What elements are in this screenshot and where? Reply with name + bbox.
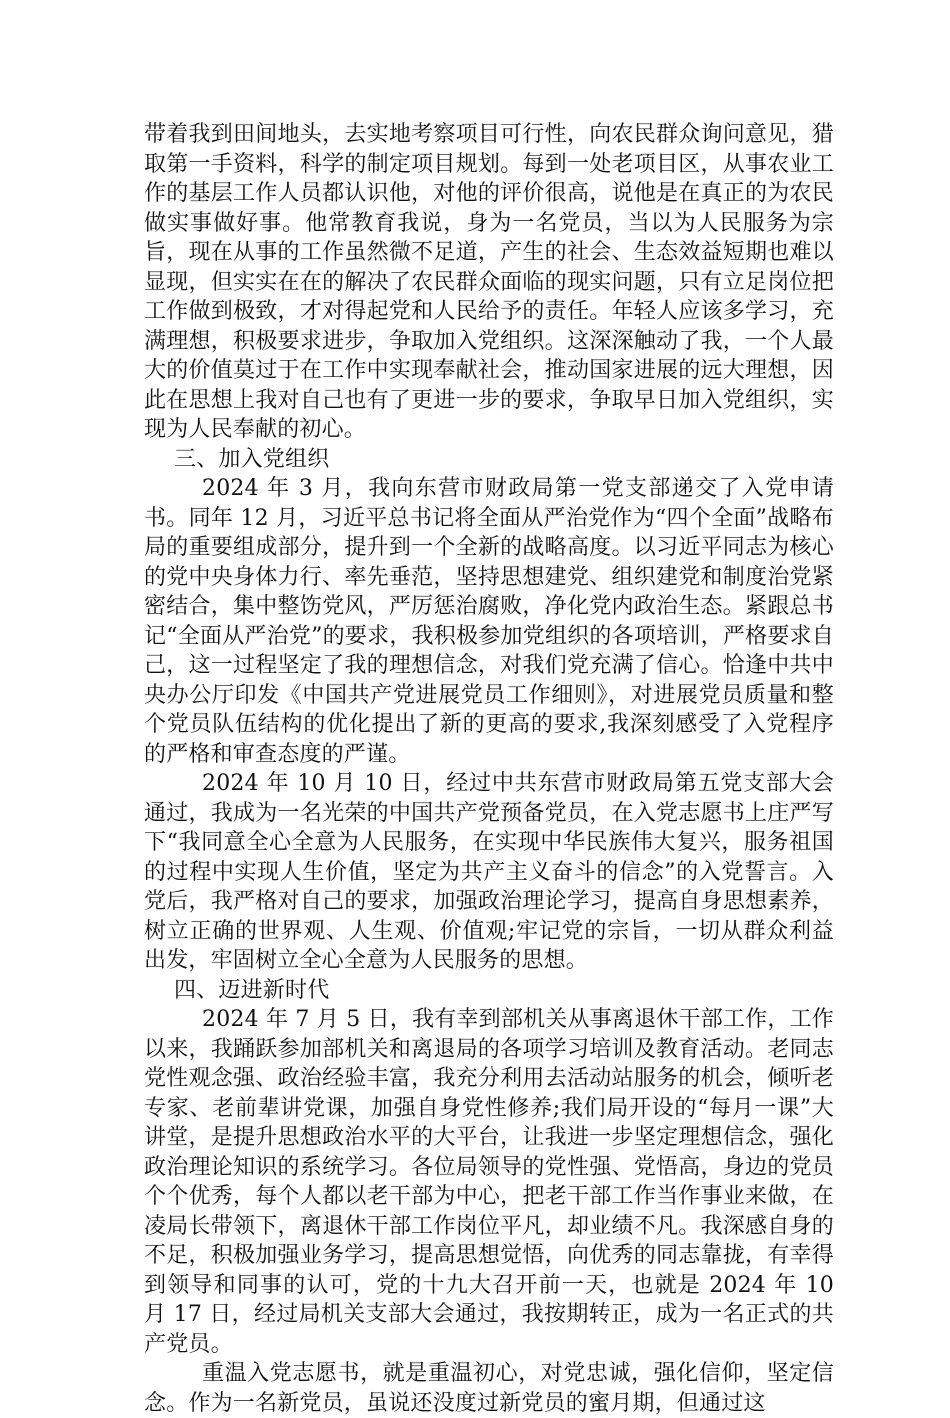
- paragraph-probationary-member: 2024 年 10 月 10 日，经过中共东营市财政局第五党支部大会通过，我成为一名光荣的中国共产党预备党员，在入党志愿书上庄严写下“我同意全心全意为人民服务，在实现中华民族伟大复兴，服务祖国的过程中实现人生价值，坚定为共产主义奋斗的信念”的入党誓言。入党后，我严格对自己的要求，加强政治理论学习，提高自身思想素养，树立正确的世界观、人生观、价值观;牢记党的宗旨，一切从群众利益出发，牢固树立全心全意为人民服务的思想。: [144, 771, 834, 973]
- paragraph-revisit-pledge: 重温入党志愿书，就是重温初心，对党忠诚，强化信仰，坚定信念。作为一名新党员，虽说还没度过新党员的蜜月期，但通过这: [144, 1361, 834, 1416]
- section-heading-new-era: 四、迈进新时代: [174, 977, 330, 1003]
- document-body: [144, 120, 834, 1418]
- paragraph-retired-cadre-work: 2024 年 7 月 5 日，我有幸到部机关从事离退休干部工作，工作以来，我踊跃参加部机关和离退局的各项学习培训及教育活动。老同志党性观念强、政治经验丰富，我充分利用去活动站服务的机会，倾听老专家、老前辈讲党课，加强自身党性修养;我们局开设的“每月一课”大讲堂，是提升思想政治水平的大平台，让我进一步坚定理想信念，强化政治理论知识的系统学习。各位局领导的党性强、党悟高，身边的党员个个优秀，每个人都以老干部为中心，把老干部工作当作事业来做，在凌局长带领下，离退休干部工作岗位平凡，却业绩不凡。我深感自身的不足，积极加强业务学习，提高思想觉悟，向优秀的同志靠拢，有幸得到领导和同事的认可，党的十九大召开前一天，也就是 2024 年 10 月 17 日，经过局机关支部大会通过，我按期转正，成为一名正式的共产党员。: [144, 1007, 834, 1357]
- section-heading-join-party: 三、加入党组织: [174, 446, 330, 472]
- paragraph-application: 2024 年 3 月，我向东营市财政局第一党支部递交了入党申请书。同年 12 月，习近平总书记将全面从严治党作为“四个全面”战略布局的重要组成部分，提升到一个全新的战略高度。以习近平同志为核心的党中央身体力行、率先垂范，坚持思想建党、组织建党和制度治党紧密结合，集中整饬党风，严厉惩治腐败，净化党内政治生态。紧跟总书记“全面从严治党”的要求，我积极参加党组织的各项培训，严格要求自己，这一过程坚定了我的理想信念，对我们党充满了信心。恰逢中共中央办公厅印发《中国共产党进展党员工作细则》，对进展党员质量和整个党员队伍结构的优化提出了新的更高的要求,我深刻感受了入党程序的严格和审查态度的严谨。: [144, 476, 834, 767]
- paragraph-continuation: 带着我到田间地头，去实地考察项目可行性，向农民群众询问意见，猎取第一手资料，科学的制定项目规划。每到一处老项目区，从事农业工作的基层工作人员都认识他，对他的评价很高，说他是在真正的为农民做实事做好事。他常教育我说，身为一名党员，当以为人民服务为宗旨，现在从事的工作虽然微不足道，产生的社会、生态效益短期也难以显现，但实实在在的解决了农民群众面临的现实问题，只有立足岗位把工作做到极致，才对得起党和人民给予的责任。年轻人应该多学习，充满理想，积极要求进步，争取加入党组织。这深深触动了我，一个人最大的价值莫过于在工作中实现奉献社会，推动国家进展的远大理想，因此在思想上我对自己也有了更进一步的要求，争取早日加入党组织，实现为人民奉献的初心。: [144, 122, 834, 442]
